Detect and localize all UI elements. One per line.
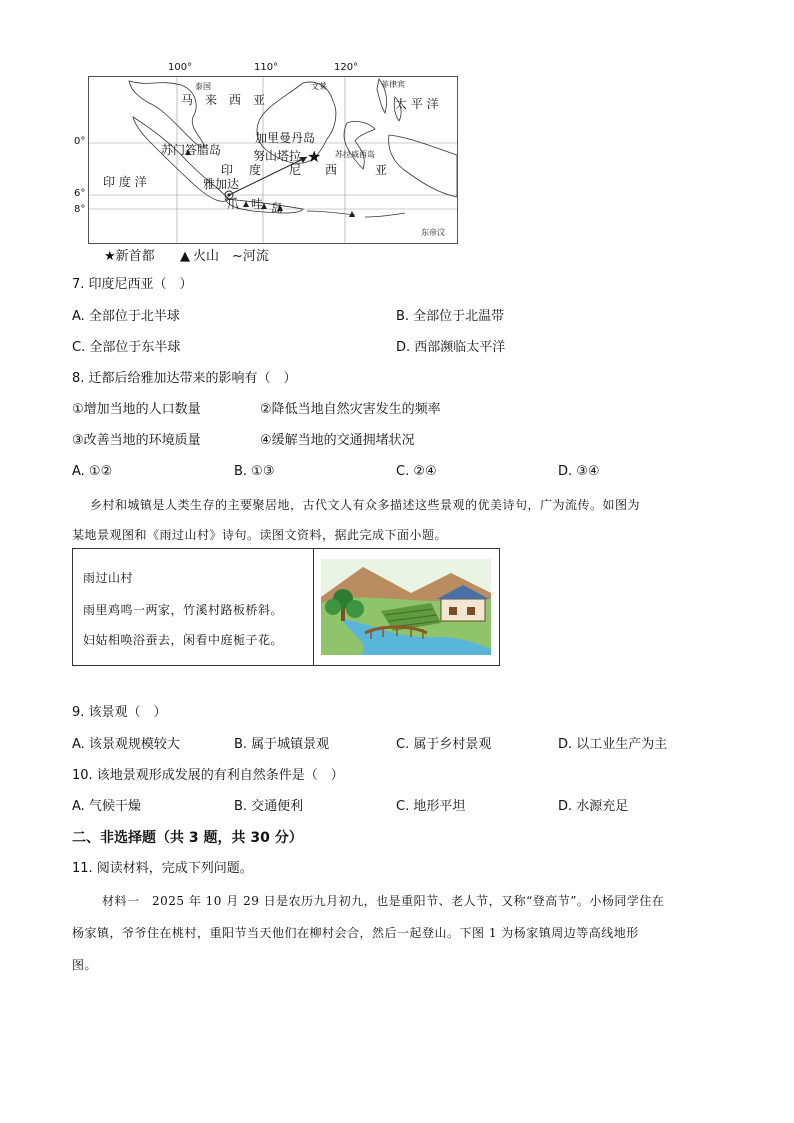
q9-option-d[interactable]: D. 以工业生产为主 <box>558 737 668 752</box>
q8-stem: 8. 迁都后给雅加达带来的影响有（ ） <box>72 371 297 386</box>
label-island: 岛 <box>271 201 284 215</box>
q9-stem: 9. 该景观（ ） <box>72 705 167 720</box>
label-sulawesi: 苏拉威西岛 <box>335 150 375 159</box>
q9-option-a[interactable]: A. 该景观规模较大 <box>72 737 180 752</box>
section-2-heading: 二、非选择题（共 3 题，共 30 分） <box>72 830 303 846</box>
q11-material-line-1: 材料一 2025 年 10 月 29 日是农历九月初九，也是重阳节、老人节，又称“登高节”。小杨同学住在 <box>102 894 665 908</box>
label-nusantara: 努山塔拉 <box>253 149 302 163</box>
label-indonesia-5: 亚 <box>375 163 388 177</box>
q10-option-c[interactable]: C. 地形平坦 <box>396 799 466 814</box>
q11-material-line-2: 杨家镇，爷爷住在桃村，重阳节当天他们在柳村会合，然后一起登山。下图 1 为杨家镇周边等高线地形 <box>72 926 639 940</box>
legend-volcano: 火山 <box>193 249 220 264</box>
q11-stem: 11. 阅读材料，完成下列问题。 <box>72 861 253 876</box>
q8-option-a[interactable]: A. ①② <box>72 464 113 479</box>
label-indonesia-1: 印 <box>221 163 234 177</box>
q10-option-b[interactable]: B. 交通便利 <box>234 799 304 814</box>
q9-option-c[interactable]: C. 属于乡村景观 <box>396 737 492 752</box>
label-thailand: 泰国 <box>195 82 211 91</box>
q8-statement-4: ④缓解当地的交通拥堵状况 <box>260 433 415 448</box>
poem-title: 雨过山村 <box>83 571 134 585</box>
sulawesi-island <box>344 121 375 169</box>
label-indonesia-4: 西 <box>325 163 338 177</box>
q7-stem: 7. 印度尼西亚（ ） <box>72 277 193 292</box>
lon-label-120: 120° <box>334 62 359 73</box>
legend-capital: ★新首都 <box>104 249 155 264</box>
label-indian-ocean: 印 度 洋 <box>103 175 147 189</box>
label-brunei: 文莱 <box>311 82 327 91</box>
legend-river: ~河流 <box>232 249 269 264</box>
poem-figure-box <box>72 548 500 666</box>
legend-volcano-icon: ▲ <box>180 249 190 264</box>
q10-stem: 10. 该地景观形成发展的有利自然条件是（ ） <box>72 768 344 783</box>
intro-line-1: 乡村和城镇是人类生存的主要聚居地，古代文人有众多描述这些景观的优美诗句，广为流传。如图为 <box>90 498 641 512</box>
poem-line-2: 妇姑相唤浴蚕去，闲看中庭栀子花。 <box>83 633 284 647</box>
q7-option-a[interactable]: A. 全部位于北半球 <box>72 309 180 324</box>
q7-option-c[interactable]: C. 全部位于东半球 <box>72 340 181 355</box>
lat-label-0: 0° <box>74 136 86 147</box>
indonesia-map <box>88 76 458 244</box>
new-capital-star-icon: ★ <box>307 147 322 166</box>
label-java: 爪 哇 <box>227 197 264 211</box>
q9-option-b[interactable]: B. 属于城镇景观 <box>234 737 330 752</box>
lesser-sunda-islands <box>307 211 405 217</box>
q8-option-d[interactable]: D. ③④ <box>558 464 600 479</box>
q8-option-b[interactable]: B. ①③ <box>234 464 275 479</box>
label-indonesia-2: 度 <box>249 163 262 177</box>
label-sumatra: 苏门答腊岛 <box>161 143 222 157</box>
label-kalimantan: 加里曼丹岛 <box>255 131 316 145</box>
intro-line-2: 某地景观图和《雨过山村》诗句。读图文资料，据此完成下面小题。 <box>72 528 448 542</box>
lat-label-6: 6° <box>74 188 86 199</box>
label-timor-leste: 东帝汶 <box>421 228 445 237</box>
q10-option-a[interactable]: A. 气候干燥 <box>72 799 141 814</box>
q7-option-d[interactable]: D. 西部濒临太平洋 <box>396 340 506 355</box>
q8-option-c[interactable]: C. ②④ <box>396 464 437 479</box>
q8-statement-2: ②降低当地自然灾害发生的频率 <box>260 402 441 417</box>
q11-material-line-3: 图。 <box>72 958 98 972</box>
q8-statement-1: ①增加当地的人口数量 <box>72 402 201 417</box>
lat-label-8: 8° <box>74 204 86 215</box>
lon-label-100: 100° <box>168 62 193 73</box>
q10-option-d[interactable]: D. 水源充足 <box>558 799 629 814</box>
label-jakarta: 雅加达 <box>203 177 240 191</box>
label-pacific: 太 平 洋 <box>395 97 439 111</box>
lon-label-110: 110° <box>254 62 279 73</box>
poem-line-1: 雨里鸡鸣一两家，竹溪村路板桥斜。 <box>83 603 284 617</box>
village-landscape-illustration <box>321 559 491 655</box>
q8-statement-3: ③改善当地的环境质量 <box>72 433 201 448</box>
poem-box-divider <box>313 549 314 665</box>
q7-option-b[interactable]: B. 全部位于北温带 <box>396 309 505 324</box>
label-malaysia: 马 来 西 亚 <box>181 93 266 107</box>
label-philippines: 菲律宾 <box>381 80 405 89</box>
label-indonesia-3: 尼 <box>289 163 302 177</box>
papua-island <box>389 135 457 197</box>
